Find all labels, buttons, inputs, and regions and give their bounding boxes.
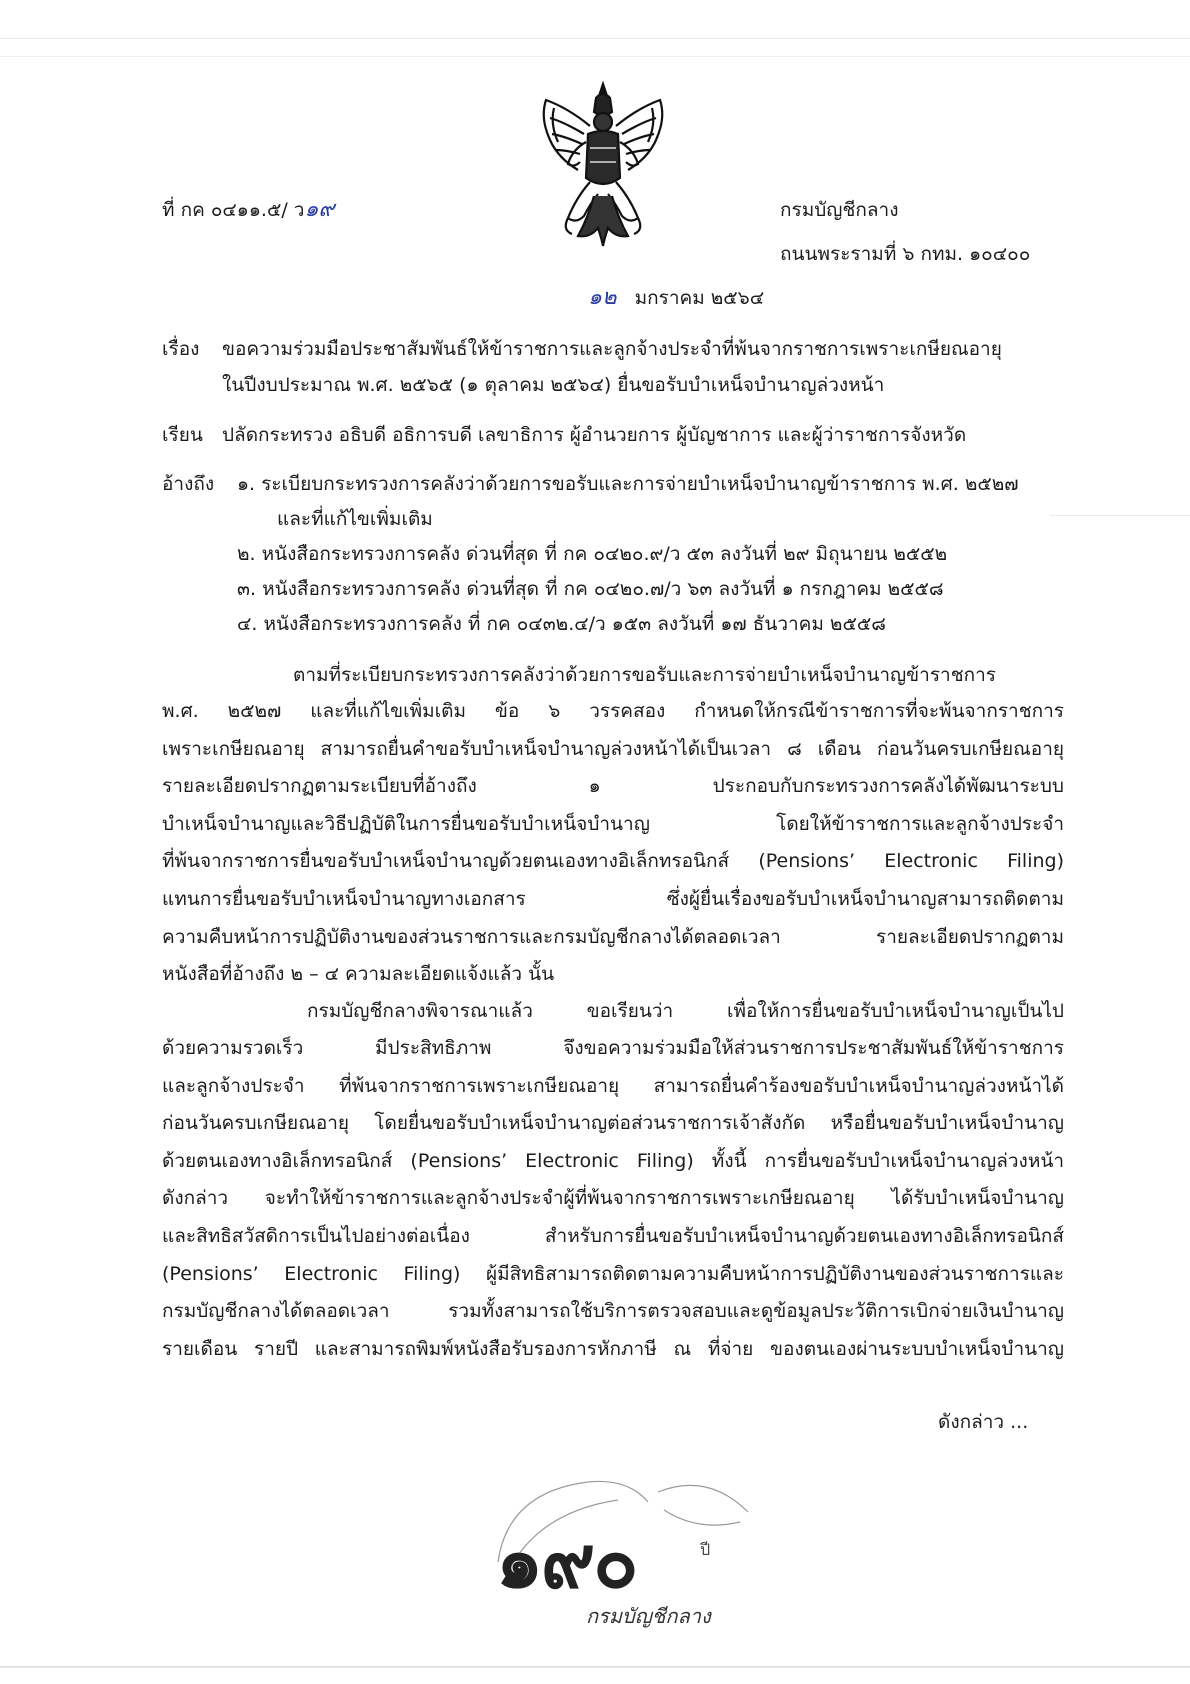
references-label: อ้างถึง bbox=[162, 473, 215, 495]
date-month-year: มกราคม ๒๕๖๔ bbox=[634, 287, 765, 309]
anniversary-suffix: ปี bbox=[700, 1540, 711, 1559]
anniversary-numerals: ๑๙๐ bbox=[496, 1519, 637, 1605]
subject-label: เรื่อง bbox=[162, 338, 200, 360]
paragraph-2-line: ด้วยความรวดเร็ว มีประสิทธิภาพ จึงขอความร่วมมือให้ส่วนราชการประชาสัมพันธ์ให้ข้าราชการ bbox=[162, 1037, 1064, 1059]
document-number-label: ที่ กค ๐๔๑๑.๕/ ว bbox=[162, 199, 305, 221]
paragraph-1-line: บำเหน็จบำนาญและวิธีปฏิบัติในการยื่นขอรับบำเหน็จบำนาญ โดยให้ข้าราชการและลูกจ้างประจำ bbox=[162, 812, 1064, 835]
paragraph-2-line: ดังกล่าว จะทำให้ข้าราชการและลูกจ้างประจำผู้ที่พ้นจากราชการเพราะเกษียณอายุ ได้รับบำเหน็จบำนาญ bbox=[162, 1187, 1064, 1210]
paragraph-2-line: ด้วยตนเองทางอิเล็กทรอนิกส์ (Pensions’ Electronic Filing) ทั้งนี้ การยื่นขอรับบำเหน็จบำนาญล่วงหน้า bbox=[162, 1149, 1064, 1172]
paragraph-1 bbox=[162, 693, 1064, 994]
paragraph-1-line: เพราะเกษียณอายุ สามารถยื่นคำขอรับบำเหน็จบำนาญล่วงหน้าได้เป็นเวลา ๘ เดือน ก่อนวันครบเกษียณอายุ bbox=[162, 737, 1064, 760]
subject-line-2: ในปีงบประมาณ พ.ศ. ๒๕๖๕ (๑ ตุลาคม ๒๕๖๔) ยื่นขอรับบำเหน็จบำนาญล่วงหน้า bbox=[222, 374, 885, 396]
paragraph-2-line: กรมบัญชีกลางพิจารณาแล้ว ขอเรียนว่า เพื่อให้การยื่นขอรับบำเหน็จบำนาญเป็นไป bbox=[307, 1000, 1064, 1022]
paragraph-2-line: และสิทธิสวัสดิการเป็นไปอย่างต่อเนื่อง สำหรับการยื่นขอรับบำเหน็จบำนาญด้วยตนเองทางอิเล็กทรอนิกส์ bbox=[162, 1224, 1064, 1247]
garuda-emblem bbox=[528, 78, 678, 250]
paragraph-1-line: ตามที่ระเบียบกระทรวงการคลังว่าด้วยการขอรับและการจ่ายบำเหน็จบำนาญข้าราชการ bbox=[293, 664, 996, 686]
document-number bbox=[162, 192, 335, 228]
paragraph-2-line: รายเดือน รายปี และสามารถพิมพ์หนังสือรับรองการหักภาษี ณ ที่จ่าย ของตนเองผ่านระบบบำเหน็จบำนาญ bbox=[162, 1337, 1064, 1360]
continuation-marker: ดังกล่าว ... bbox=[938, 1411, 1029, 1433]
document-number-handwritten: ๑๙ bbox=[304, 197, 335, 222]
paragraph-1-line: ความคืบหน้าการปฏิบัติงานของส่วนราชการและกรมบัญชีกลางได้ตลอดเวลา รายละเอียดปรากฏตาม bbox=[162, 925, 1064, 948]
paragraph-1-line: พ.ศ. ๒๕๒๗ และที่แก้ไขเพิ่มเติม ข้อ ๖ วรรคสอง กำหนดให้กรณีข้าราชการที่จะพ้นจากราชการ bbox=[162, 700, 1064, 722]
date-day-handwritten: ๑๒ bbox=[588, 285, 617, 310]
paragraph-2 bbox=[162, 1030, 1064, 1368]
reference-item: ๔. หนังสือกระทรวงการคลัง ที่ กค ๐๔๓๒.๔/ว ๑๕๓ ลงวันที่ ๑๗ ธันวาคม ๒๕๕๘ bbox=[237, 613, 886, 635]
paragraph-2-line: กรมบัญชีกลางได้ตลอดเวลา รวมทั้งสามารถใช้บริการตรวจสอบและดูข้อมูลประวัติการเบิกจ่ายเงินบำนาญ bbox=[162, 1300, 1064, 1323]
reference-item: และที่แก้ไขเพิ่มเติม bbox=[277, 508, 433, 530]
paragraph-1-line: รายละเอียดปรากฏตามระเบียบที่อ้างถึง ๑ ประกอบกับกระทรวงการคลังได้พัฒนาระบบ bbox=[162, 775, 1064, 798]
to-text: ปลัดกระทรวง อธิบดี อธิการบดี เลขาธิการ ผู้อำนวยการ ผู้บัญชาการ และผู้ว่าราชการจังหวัด bbox=[222, 424, 967, 446]
reference-item: ๓. หนังสือกระทรวงการคลัง ด่วนที่สุด ที่ กค ๐๔๒๐.๗/ว ๖๓ ลงวันที่ ๑ กรกฎาคม ๒๕๕๘ bbox=[237, 578, 944, 600]
document-date bbox=[588, 280, 764, 316]
reference-item: ๒. หนังสือกระทรวงการคลัง ด่วนที่สุด ที่ กค ๐๔๒๐.๙/ว ๕๓ ลงวันที่ ๒๙ มิถุนายน ๒๕๕๒ bbox=[237, 543, 948, 565]
paragraph-2-line: (Pensions’ Electronic Filing) ผู้มีสิทธิสามารถติดตามความคืบหน้าการปฏิบัติงานของส่วนราชการและ bbox=[162, 1262, 1064, 1285]
paragraph-2-line: และลูกจ้างประจำ ที่พ้นจากราชการเพราะเกษียณอายุ สามารถยื่นคำร้องขอรับบำเหน็จบำนาญล่วงหน้าได้ bbox=[162, 1074, 1064, 1097]
paragraph-1-line: แทนการยื่นขอรับบำเหน็จบำนาญทางเอกสาร ซึ่งผู้ยื่นเรื่องขอรับบำเหน็จบำนาญสามารถติดตาม bbox=[162, 887, 1064, 910]
paragraph-2-line: ก่อนวันครบเกษียณอายุ โดยยื่นขอรับบำเหน็จบำนาญต่อส่วนราชการเจ้าสังกัด หรือยื่นขอรับบำเหน็จบำนาญ bbox=[162, 1112, 1064, 1135]
paragraph-1-line: ที่พ้นจากราชการยื่นขอรับบำเหน็จบำนาญด้วยตนเองทางอิเล็กทรอนิกส์ (Pensions’ Electronic Filing) bbox=[162, 850, 1064, 873]
subject-line-1: ขอความร่วมมือประชาสัมพันธ์ให้ข้าราชการและลูกจ้างประจำที่พ้นจากราชการเพราะเกษียณอายุ bbox=[222, 338, 1002, 360]
paragraph-1-line: หนังสือที่อ้างถึง ๒ – ๔ ความละเอียดแจ้งแล้ว นั้น bbox=[162, 963, 555, 986]
anniversary-logo bbox=[478, 1452, 768, 1642]
agency-address: ถนนพระรามที่ ๖ กทม. ๑๐๔๐๐ bbox=[780, 243, 1031, 265]
anniversary-caption: กรมบัญชีกลาง bbox=[586, 1604, 711, 1628]
reference-item: ๑. ระเบียบกระทรวงการคลังว่าด้วยการขอรับและการจ่ายบำเหน็จบำนาญข้าราชการ พ.ศ. ๒๕๒๗ bbox=[237, 473, 1019, 495]
agency-name: กรมบัญชีกลาง bbox=[780, 199, 899, 221]
to-label: เรียน bbox=[162, 424, 203, 446]
